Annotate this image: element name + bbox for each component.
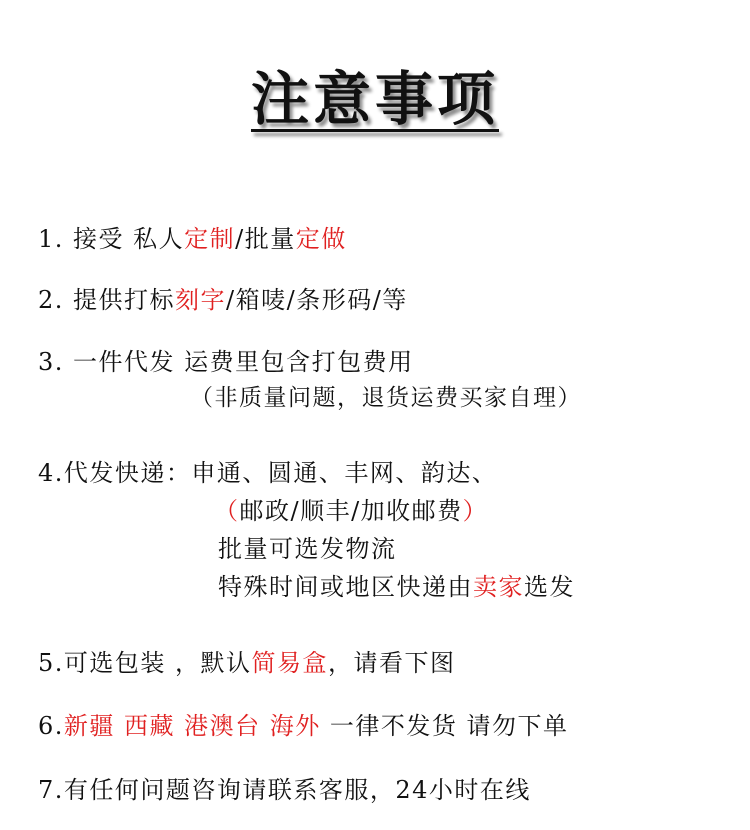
item-4-extra-couriers: 邮政/顺丰/加收邮费 xyxy=(239,497,463,525)
item-4-special-a: 特殊时间或地区快递由 xyxy=(218,573,473,601)
notice-item-6 xyxy=(38,711,569,741)
notice-item-4-line-3 xyxy=(218,534,397,564)
notice-item-2 xyxy=(38,285,408,315)
item-7-text: 7.有任何问题咨询请联系客服，24小时在线 xyxy=(38,776,531,804)
item-1-highlight-custom: 定制 xyxy=(184,225,236,253)
item-4-special-b: 选发 xyxy=(524,573,575,601)
item-2-text-a: 2. 提供打标 xyxy=(38,286,176,314)
item-4-paren-open: （ xyxy=(214,497,240,525)
item-4-logistics: 批量可选发物流 xyxy=(218,535,397,563)
item-6-number: 6. xyxy=(38,712,64,740)
item-3-note: （非质量问题，退货运费买家自理） xyxy=(190,385,582,411)
item-1-highlight-make: 定做 xyxy=(295,225,347,253)
notice-item-3-line-2 xyxy=(190,383,582,413)
item-4-highlight-seller: 卖家 xyxy=(473,573,524,601)
item-5-text-a: 5.可选包装 ，默认 xyxy=(38,649,252,677)
item-4-label: 4.代发快递： xyxy=(38,459,192,487)
notice-item-1 xyxy=(38,224,347,254)
notice-item-4-line-1 xyxy=(38,458,497,488)
item-5-text-b: ，请看下图 xyxy=(328,649,456,677)
page-title: 注意事项 xyxy=(250,65,499,133)
item-3-text: 3. 一件代发 运费里包含打包费用 xyxy=(38,348,414,376)
item-6-text: 一律不发货 请勿下单 xyxy=(320,712,569,740)
notice-item-7 xyxy=(38,775,531,805)
page-title-wrap xyxy=(0,52,750,136)
item-6-highlight-regions: 新疆 西藏 港澳台 海外 xyxy=(63,712,321,740)
item-1-text-b: /批量 xyxy=(235,225,296,253)
item-4-paren-close: ） xyxy=(462,497,489,525)
item-1-text-a: 1. 接受 私人 xyxy=(38,225,185,253)
notice-item-5 xyxy=(38,648,456,678)
item-2-text-b: /箱唛/条形码/等 xyxy=(226,286,408,314)
item-2-highlight-engrave: 刻字 xyxy=(175,286,227,314)
item-5-highlight-box: 简易盒 xyxy=(251,649,329,677)
notice-item-4-line-4 xyxy=(218,572,575,602)
notice-item-4-line-2 xyxy=(214,496,488,526)
item-4-couriers: 申通、圆通、丰网、韵达、 xyxy=(191,459,498,487)
notice-item-3-line-1 xyxy=(38,347,414,377)
